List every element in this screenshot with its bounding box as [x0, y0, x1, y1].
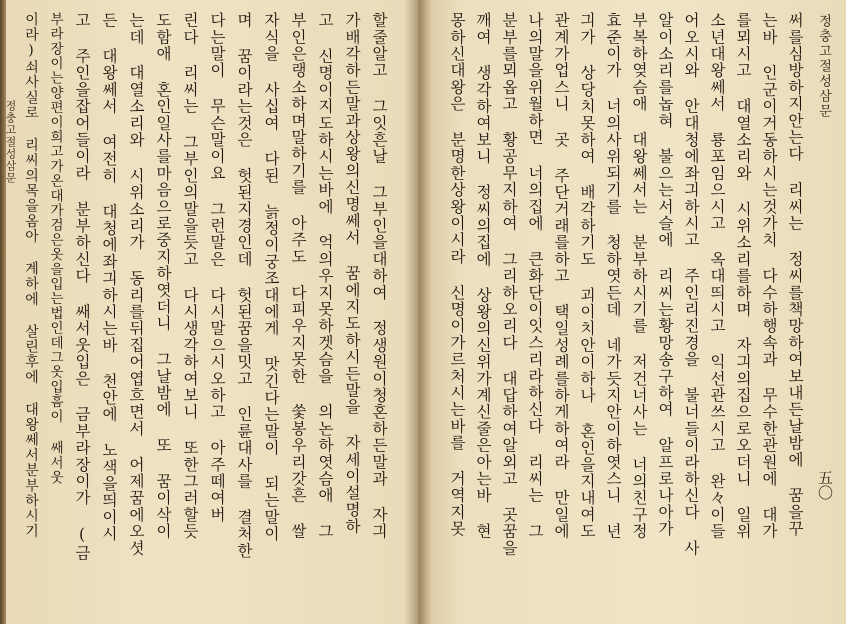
- left-column-8: 린다 리씨는 그부인의말을듯고 다시생각하여보니 또한그러할듯: [181, 12, 199, 540]
- right-column-7: 부복하옂슴애 대왕쎄서는 분부하시기를 저건너사는 너의친구정: [630, 12, 648, 540]
- right-column-3: 를뫼시고 대열소리와 시위소리를하며 자긔의집으로오더니 일위: [734, 12, 752, 540]
- right-column-5: 어오시와 안대청에좌긔하시고 주인리진경을 불너들이라하신다 사: [682, 12, 700, 557]
- right-page: [418, 0, 846, 624]
- left-column-2: 가배각하든말과상왕의신명쎄서 꿈에지도하시든말을 자세이설명하: [343, 12, 361, 535]
- right-column-12: 분부를뫼옵고 황공무지하여 그리하오리다 대답하여알외고 곳꿈을: [500, 12, 518, 557]
- left-column-1: 할줄알고 그잇흔날 그부인을대하여 정생원이청혼하든말과 자긔: [370, 12, 388, 540]
- right-column-11: 나의말을위월하면 너의집에 큰화단이잇스리라하신다 리씨는 그: [526, 12, 544, 540]
- running-title: 정충고절성삼문: [816, 14, 831, 119]
- page-number: 五〇: [816, 470, 834, 500]
- left-column-14: 이라)쇠사실로 리씨의목을옴아 계하에 살린후에 대왕쎄서분부하시기: [23, 12, 39, 539]
- left-page: [0, 0, 419, 624]
- left-column-5: 자식을 사십여 다된 늙정이궁조대에게 맛긴다는말이 되는말이: [262, 12, 280, 543]
- left-page-edge: [0, 0, 6, 624]
- right-column-2: 는바 인군이거동하시는것가치 다수하행속과 무수한관원에 대가: [760, 12, 778, 540]
- left-column-7: 다는말이 무슨말이요 그런말은 다시말으시오하고 아주떼여버: [208, 12, 226, 523]
- left-column-9: 도함애 혼인일사를마음으로중지하엿더니 그날밤에 또 꿈이삭이: [154, 12, 172, 540]
- right-column-4: 소년대왕쎄서 룡포임으시고 옥대띄시고 익선관쓰시고 완々이들: [708, 12, 726, 540]
- left-column-10: 는데 대열소리와 시위소리가 동리를뒤집어엽흐면서 어제꿈에오셧: [127, 12, 145, 557]
- right-column-9: 긔가 상당치못하여 배각하기도 괴이치안이하나 혼인을지내여도: [578, 12, 596, 540]
- right-column-14: 몽하신대왕은 분명한상왕이시라 신명이가르처시는바를 거역지못: [448, 12, 466, 538]
- right-column-1: 써를심방하지안는다 리씨는 정씨를책망하여보내든날밤에 꿈을꾸: [786, 12, 804, 538]
- left-column-12: 고 주인을잡어들이라 분부하신다 쌔서웃입은 금부라장이가 (금: [73, 12, 91, 562]
- right-column-8: 효준이가 너의사위되기를 청하엿든데 네가듯지안이하엿스니 년: [604, 12, 622, 540]
- right-column-6: 알이소리를놉혀 불으는서슬에 리씨는황망송구하여 알프로나아가: [656, 12, 674, 538]
- left-column-13: 부라장이는양편이희고가온대가검은옷을입는법인데그옷입흠이 쌔서웃: [47, 12, 63, 485]
- left-column-6: 며 꿈이라는것은 헛된지경인데 헛된꿈을밋고 인륜대사를 결처한: [235, 12, 253, 559]
- left-column-11: 든 대왕쎄서 여전히 대청에좌긔하시는바 천안에 노색을띄이시: [100, 12, 118, 543]
- left-margin-running-title: 정충고절성삼문: [4, 100, 17, 184]
- left-column-3: 고 신명이지도하시는바에 억의우지못하겟슴을 의논하엿슴애 그: [316, 12, 334, 540]
- left-column-4: 부인은랭소하며말하기를 아주도 다피우지못한 쑻봉우리갓흔 쌀: [289, 12, 307, 540]
- right-column-13: 깨여 생각하여보니 정씨의집에 상왕의신위가계신줄은아는바 현: [474, 12, 492, 540]
- right-column-10: 관계가업스니 곳 주단거래를하고 택일성례를하게하여라 만일에: [552, 12, 570, 540]
